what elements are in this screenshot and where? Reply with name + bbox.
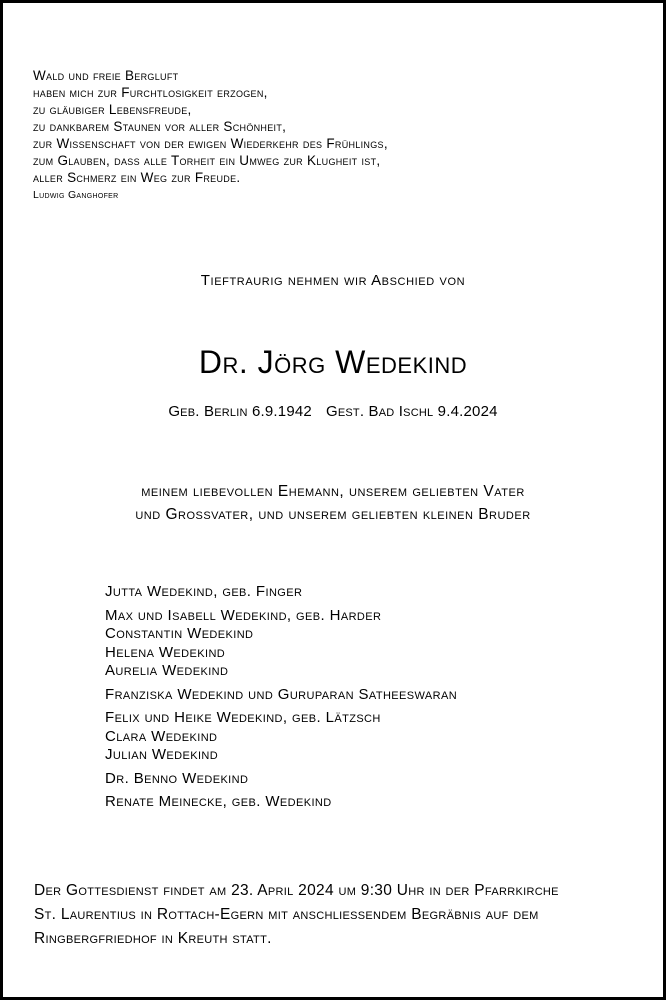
mourner-group xyxy=(105,793,457,812)
deceased-name: Dr. Jörg Wedekind xyxy=(198,344,468,380)
notice-line: Der Gottesdienst findet am 23. April 2024 um 9:30 Uhr in der Pfarrkirche xyxy=(34,882,559,899)
mourner-group xyxy=(105,709,457,765)
mourner-group xyxy=(105,686,457,705)
death-info: Gest. Bad Ischl 9.4.2024 xyxy=(325,403,498,420)
mourner-group xyxy=(105,583,457,602)
poem-line: haben mich zur Furchtlosigkeit erzogen, xyxy=(33,85,268,100)
funeral-notice xyxy=(34,879,559,951)
poem-line: Wald und freie Bergluft xyxy=(33,68,179,83)
poem-author: Ludwig Ganghofer xyxy=(33,189,119,201)
notice-line: St. Laurentius in Rottach-Egern mit anschliessendem Begräbnis auf dem xyxy=(34,906,539,923)
life-dates xyxy=(3,403,663,420)
dedication-line: und Grossvater, und unserem geliebten kleinen Bruder xyxy=(135,506,531,523)
mourner-name: Helena Wedekind xyxy=(105,643,226,661)
intro-text: Tieftraurig nehmen wir Abschied von xyxy=(200,272,466,289)
notice-line: Ringbergfriedhof in Kreuth statt. xyxy=(34,930,272,947)
mourner-name: Dr. Benno Wedekind xyxy=(105,769,249,787)
mourner-name: Clara Wedekind xyxy=(105,727,218,745)
poem-line: zu dankbarem Staunen vor aller Schönheit, xyxy=(33,119,287,134)
mourner-name: Jutta Wedekind, geb. Finger xyxy=(105,583,303,600)
mourner-name: Julian Wedekind xyxy=(105,746,219,763)
mourner-name: Franziska Wedekind und Guruparan Satheeswaran xyxy=(105,685,458,703)
mourner-name: Max und Isabell Wedekind, geb. Harder xyxy=(105,606,382,624)
poem-line: zum Glauben, dass alle Torheit ein Umweg zur Klugheit ist, xyxy=(33,153,381,168)
birth-info: Geb. Berlin 6.9.1942 xyxy=(168,403,312,420)
mourner-name: Aurelia Wedekind xyxy=(105,662,229,679)
mourners-list xyxy=(105,583,457,817)
poem-line: zu gläubiger Lebensfreude, xyxy=(33,102,192,117)
mourner-name: Constantin Wedekind xyxy=(105,625,254,642)
poem-line: aller Schmerz ein Weg zur Freude. xyxy=(33,170,241,185)
poem-line: zur Wissenschaft von der ewigen Wiederkehr des Frühlings, xyxy=(33,136,388,151)
mourner-name: Felix und Heike Wedekind, geb. Lätzsch xyxy=(105,709,381,726)
mourner-name: Renate Meinecke, geb. Wedekind xyxy=(105,793,332,810)
dedication-line: meinem liebevollen Ehemann, unserem geliebten Vater xyxy=(141,483,525,500)
mourner-group xyxy=(105,770,457,789)
mourner-group xyxy=(105,607,457,681)
dedication xyxy=(3,480,663,526)
poem xyxy=(33,67,388,186)
